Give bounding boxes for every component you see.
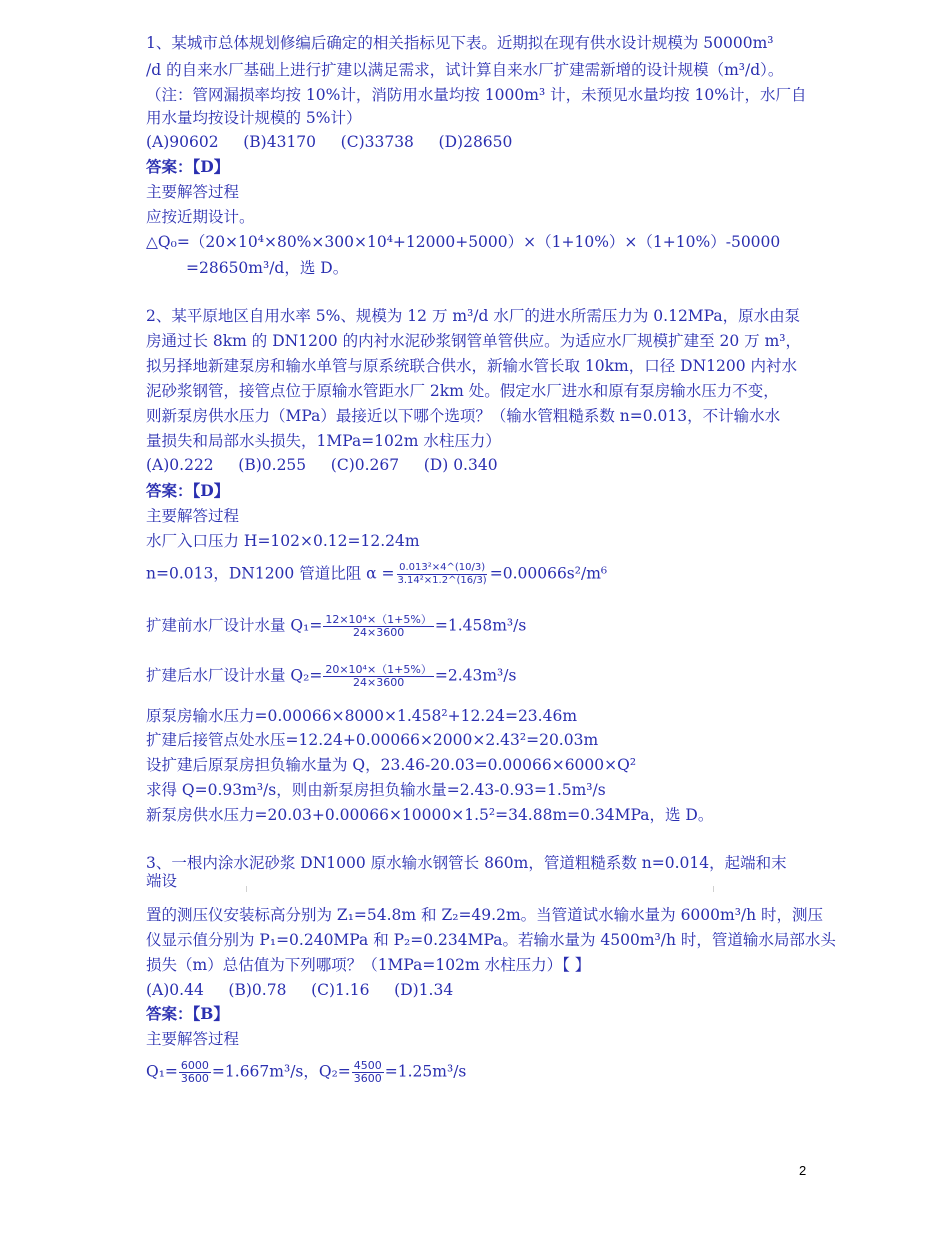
q2-step-2 (146, 562, 607, 587)
q2-step-4-result: =2.43m³/s (434, 666, 517, 685)
q2-step-3-fraction (323, 614, 434, 639)
q2-process-heading: 主要解答过程 (146, 507, 240, 525)
q3-process-heading: 主要解答过程 (146, 1030, 240, 1048)
q2-step-2-fraction (396, 562, 489, 587)
q1-step-1: 应按近期设计。 (146, 208, 255, 226)
q1-process-heading: 主要解答过程 (146, 183, 240, 201)
q2-step-6: 扩建后接管点处水压=12.24+0.00066×2000×2.43²=20.03m (146, 731, 599, 749)
q2-line-6: 量损失和局部水头损失，1MPa=102m 水柱压力） (146, 432, 501, 450)
q3-answer: 答案：【B】 (146, 1004, 229, 1023)
q2-step-4-fraction (323, 664, 434, 689)
q3-line-5: 损失（m）总估值为下列哪项？（1MPa=102m 水柱压力）【 】 (146, 956, 591, 974)
fraction-denominator: 24×3600 (352, 626, 405, 639)
q2-step-7: 设扩建后原泵房担负输水量为 Q，23.46-20.03=0.00066×6000×Q² (146, 756, 637, 774)
q2-step-2-result: =0.00066s²/m⁶ (489, 564, 608, 583)
fraction-denominator: 3600 (180, 1072, 209, 1085)
page-number: 2 (799, 1163, 807, 1178)
page-break-mark (246, 886, 247, 892)
q1-step-3: =28650m³/d，选 D。 (186, 259, 349, 277)
q2-step-5: 原泵房输水压力=0.00066×8000×1.458²+12.24=23.46m (146, 707, 578, 725)
q2-step-8: 求得 Q=0.93m³/s，则由新泵房担负输水量=2.43-0.93=1.5m³/s (146, 781, 606, 799)
q3-line-4: 仪显示值分别为 P₁=0.240MPa 和 P₂=0.234MPa。若输水量为 4500m³/h 时，管道输水局部水头 (146, 931, 836, 949)
q3-step-1 (146, 1060, 466, 1085)
q2-line-5: 则新泵房供水压力（MPa）最接近以下哪个选项？（输水管粗糙系数 n=0.013，不计输水水 (146, 407, 781, 425)
q3-step-1-middle: =1.667m³/s，Q₂= (211, 1062, 351, 1081)
q3-line-2: 端设 (146, 872, 178, 890)
q2-step-1: 水厂入口压力 H=102×0.12=12.24m (146, 532, 420, 550)
fraction-denominator: 3.14²×1.2^(16/3) (397, 575, 487, 586)
q3-line-3: 置的测压仪安装标高分别为 Z₁=54.8m 和 Z₂=49.2m。当管道试水输水量为 6000m³/h 时，测压 (146, 906, 824, 924)
q2-line-2: 房通过长 8km 的 DN1200 的内衬水泥砂浆钢管单管供应。为适应水厂规模扩建至 20 万 m³， (146, 332, 802, 350)
q1-line-1: 1、某城市总体规划修编后确定的相关指标见下表。近期拟在现有供水设计规模为 50000m³ (146, 34, 774, 52)
q2-step-3 (146, 614, 526, 639)
fraction-numerator: 20×10⁴×（1+5%） (325, 663, 432, 676)
fraction-numerator: 12×10⁴×（1+5%） (325, 613, 432, 626)
q2-options: (A)0.222 (B)0.255 (C)0.267 (D) 0.340 (146, 456, 498, 474)
fraction-numerator: 4500 (353, 1059, 382, 1072)
q2-step-4-prefix: 扩建后水厂设计水量 Q₂= (146, 666, 323, 685)
fraction-denominator: 3600 (353, 1072, 382, 1085)
fraction-numerator: 0.013²×4^(10/3) (399, 562, 486, 573)
fraction-denominator: 24×3600 (352, 676, 405, 689)
q1-line-4: 用水量均按设计规模的 5%计） (146, 109, 362, 127)
q3-step-1-result: =1.25m³/s (384, 1062, 467, 1081)
q2-answer: 答案：【D】 (146, 481, 230, 500)
q3-step-1-prefix: Q₁= (146, 1062, 178, 1081)
q2-step-9: 新泵房供水压力=20.03+0.00066×10000×1.5²=34.88m=0.34MPa，选 D。 (146, 806, 714, 824)
q1-line-3: （注：管网漏损率均按 10%计，消防用水量均按 1000m³ 计，未预见水量均按 10%计，水厂自 (146, 86, 807, 104)
q2-step-2-prefix: n=0.013，DN1200 管道比阻 α = (146, 564, 395, 583)
q2-line-3: 拟另择地新建泵房和输水单管与原系统联合供水，新输水管长取 10km，口径 DN1200 内衬水 (146, 357, 798, 375)
q1-answer: 答案：【D】 (146, 157, 230, 176)
q2-step-3-prefix: 扩建前水厂设计水量 Q₁= (146, 616, 323, 635)
q3-options: (A)0.44 (B)0.78 (C)1.16 (D)1.34 (146, 981, 454, 999)
q1-step-2: △Q₀=（20×10⁴×80%×300×10⁴+12000+5000）×（1+10%）×（1+10%）-50000 (146, 233, 781, 251)
q1-options: (A)90602 (B)43170 (C)33738 (D)28650 (146, 133, 513, 151)
fraction-numerator: 6000 (180, 1059, 209, 1072)
q3-step-1-fraction-2 (352, 1060, 384, 1085)
q2-step-4 (146, 664, 516, 689)
q2-line-1: 2、某平原地区自用水率 5%、规模为 12 万 m³/d 水厂的进水所需压力为 0.12MPa，原水由泵 (146, 307, 801, 325)
page-break-mark (713, 886, 714, 892)
q3-line-1: 3、一根内涂水泥砂浆 DN1000 原水输水钢管长 860m，管道粗糙系数 n=0.014，起端和末 (146, 854, 787, 872)
q2-line-4: 泥砂浆钢管，接管点位于原输水管距水厂 2km 处。假定水厂进水和原有泵房输水压力不变， (146, 382, 779, 400)
q1-line-2: /d 的自来水厂基础上进行扩建以满足需求，试计算自来水厂扩建需新增的设计规模（m³/d）。 (146, 61, 784, 79)
q2-step-3-result: =1.458m³/s (434, 616, 527, 635)
q3-step-1-fraction-1 (179, 1060, 211, 1085)
